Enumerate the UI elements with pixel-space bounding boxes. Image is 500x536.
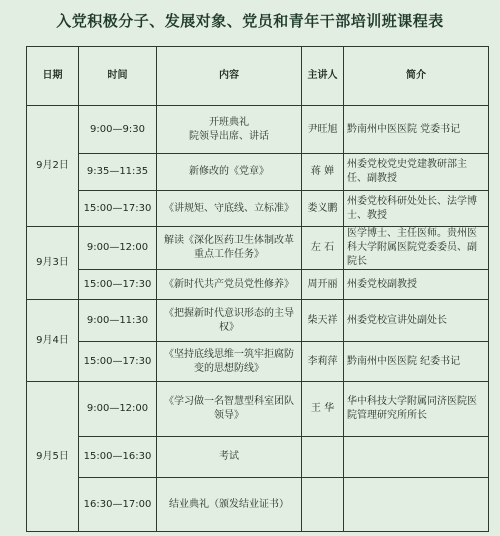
lecturer-cell xyxy=(302,478,344,532)
lecturer-cell: 柴天祥 xyxy=(302,300,344,342)
table-row xyxy=(27,227,489,270)
content-cell xyxy=(157,106,302,154)
lecturer-cell: 娄义鹏 xyxy=(302,191,344,227)
content-cell: 《新时代共产党员党性修养》 xyxy=(157,270,302,300)
content-cell: 结业典礼（颁发结业证书） xyxy=(157,478,302,532)
header-date: 日期 xyxy=(27,47,79,106)
table-row xyxy=(27,478,489,532)
lecturer-cell: 尹旺旭 xyxy=(302,106,344,154)
header-row xyxy=(27,47,489,106)
time-cell: 15:00—17:30 xyxy=(79,270,157,300)
bio-cell: 州委党校副教授 xyxy=(344,270,489,300)
time-cell: 9:35—11:35 xyxy=(79,154,157,191)
table-row xyxy=(27,106,489,154)
date-cell: 9月3日 xyxy=(27,227,79,300)
table-row xyxy=(27,270,489,300)
header-time: 时间 xyxy=(79,47,157,106)
bio-cell: 州委党校党史党建教研部主任、副教授 xyxy=(344,154,489,191)
lecturer-cell: 左 石 xyxy=(302,227,344,270)
bio-cell: 医学博士、主任医师。贵州医科大学附属医院党委委员、副院长 xyxy=(344,227,489,270)
content-cell: 《学习做一名智慧型科室团队领导》 xyxy=(157,382,302,437)
bio-cell: 州委党校科研处处长、法学博士、教授 xyxy=(344,191,489,227)
content-cell: 《讲规矩、守底线、立标准》 xyxy=(157,191,302,227)
time-cell: 9:00—12:00 xyxy=(79,382,157,437)
table-row xyxy=(27,191,489,227)
date-cell: 9月5日 xyxy=(27,382,79,532)
lecturer-cell: 蒋 婵 xyxy=(302,154,344,191)
bio-cell: 黔南州中医医院 党委书记 xyxy=(344,106,489,154)
header-bio: 简介 xyxy=(344,47,489,106)
time-cell: 16:30—17:00 xyxy=(79,478,157,532)
bio-cell xyxy=(344,478,489,532)
bio-cell xyxy=(344,437,489,478)
table-row xyxy=(27,300,489,342)
lecturer-cell: 李莉萍 xyxy=(302,342,344,382)
table-row xyxy=(27,154,489,191)
content-cell: 解读《深化医药卫生体制改革重点工作任务》 xyxy=(157,227,302,270)
bio-cell: 黔南州中医医院 纪委书记 xyxy=(344,342,489,382)
schedule-table xyxy=(26,46,489,532)
table-row xyxy=(27,437,489,478)
lecturer-cell xyxy=(302,437,344,478)
content-cell: 《坚持底线思维一筑牢拒腐防变的思想防线》 xyxy=(157,342,302,382)
time-cell: 15:00—17:30 xyxy=(79,342,157,382)
header-content: 内容 xyxy=(157,47,302,106)
content-text: 开班典礼 院领导出席、讲话 xyxy=(189,116,269,142)
time-cell: 15:00—16:30 xyxy=(79,437,157,478)
time-cell: 9:00—11:30 xyxy=(79,300,157,342)
content-cell: 考试 xyxy=(157,437,302,478)
content-cell: 新修改的《党章》 xyxy=(157,154,302,191)
table-row xyxy=(27,382,489,437)
lecturer-cell: 周开丽 xyxy=(302,270,344,300)
content-cell: 《把握新时代意识形态的主导权》 xyxy=(157,300,302,342)
table-row xyxy=(27,342,489,382)
bio-cell: 华中科技大学附属同济医院医院管理研究所所长 xyxy=(344,382,489,437)
page-title: 入党积极分子、发展对象、党员和青年干部培训班课程表 xyxy=(56,12,444,30)
date-cell: 9月2日 xyxy=(27,106,79,227)
lecturer-cell: 王 华 xyxy=(302,382,344,437)
bio-cell: 州委党校宣讲处副处长 xyxy=(344,300,489,342)
time-cell: 15:00—17:30 xyxy=(79,191,157,227)
time-cell: 9:00—9:30 xyxy=(79,106,157,154)
time-cell: 9:00—12:00 xyxy=(79,227,157,270)
header-lecturer: 主讲人 xyxy=(302,47,344,106)
date-cell: 9月4日 xyxy=(27,300,79,382)
